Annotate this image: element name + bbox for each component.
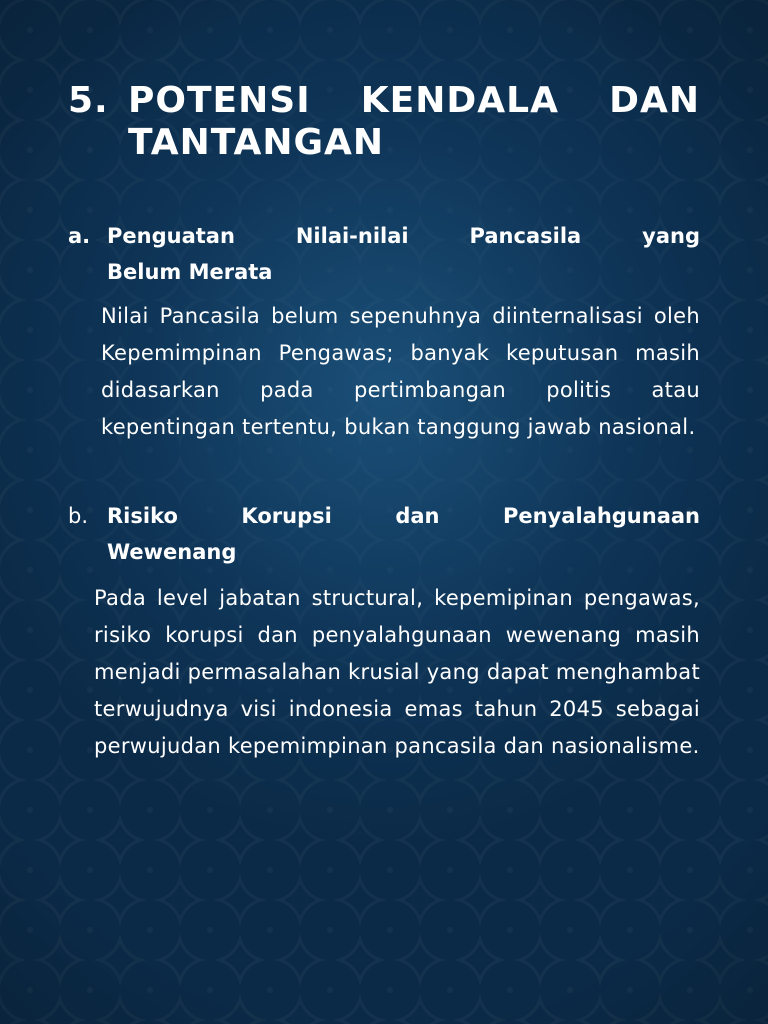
section-a-marker: a. [68, 224, 91, 248]
section-a [68, 218, 700, 446]
section-a-body: Nilai Pancasila belum sepenuhnya diinternalisasi oleh Kepemimpinan Pengawas; banyak keputusan masih didasarkan pada pertimbangan politis atau kepentingan tertentu, bukan tanggung jawab nasional. [101, 304, 700, 439]
section-a-heading-text [107, 218, 700, 290]
section-a-heading [68, 218, 700, 290]
slide-title [68, 80, 700, 164]
section-b-heading-line-2: Wewenang [107, 540, 237, 564]
section-a-heading-line-1: Penguatan Nilai-nilai Pancasila yang [107, 224, 700, 248]
section-b [68, 498, 700, 765]
section-b-heading-text [107, 498, 700, 570]
section-b-heading [68, 498, 700, 570]
title-text [128, 80, 700, 164]
title-line-1: POTENSI KENDALA DAN [128, 80, 700, 121]
section-a-heading-line-2: Belum Merata [107, 260, 273, 284]
section-b-heading-line-1: Risiko Korupsi dan Penyalahgunaan [107, 504, 700, 528]
section-b-body: Pada level jabatan structural, kepemipinan pengawas, risiko korupsi dan penyalahgunaan wewenang masih menjadi permasalahan krusial yang dapat menghambat terwujudnya visi indonesia emas tahun 2045 sebagai perwujudan kepemimpinan pancasila dan nasionalisme. [94, 586, 701, 758]
title-number: 5. [68, 80, 109, 121]
title-line-2: TANTANGAN [128, 122, 385, 163]
section-b-marker: b. [68, 504, 89, 528]
